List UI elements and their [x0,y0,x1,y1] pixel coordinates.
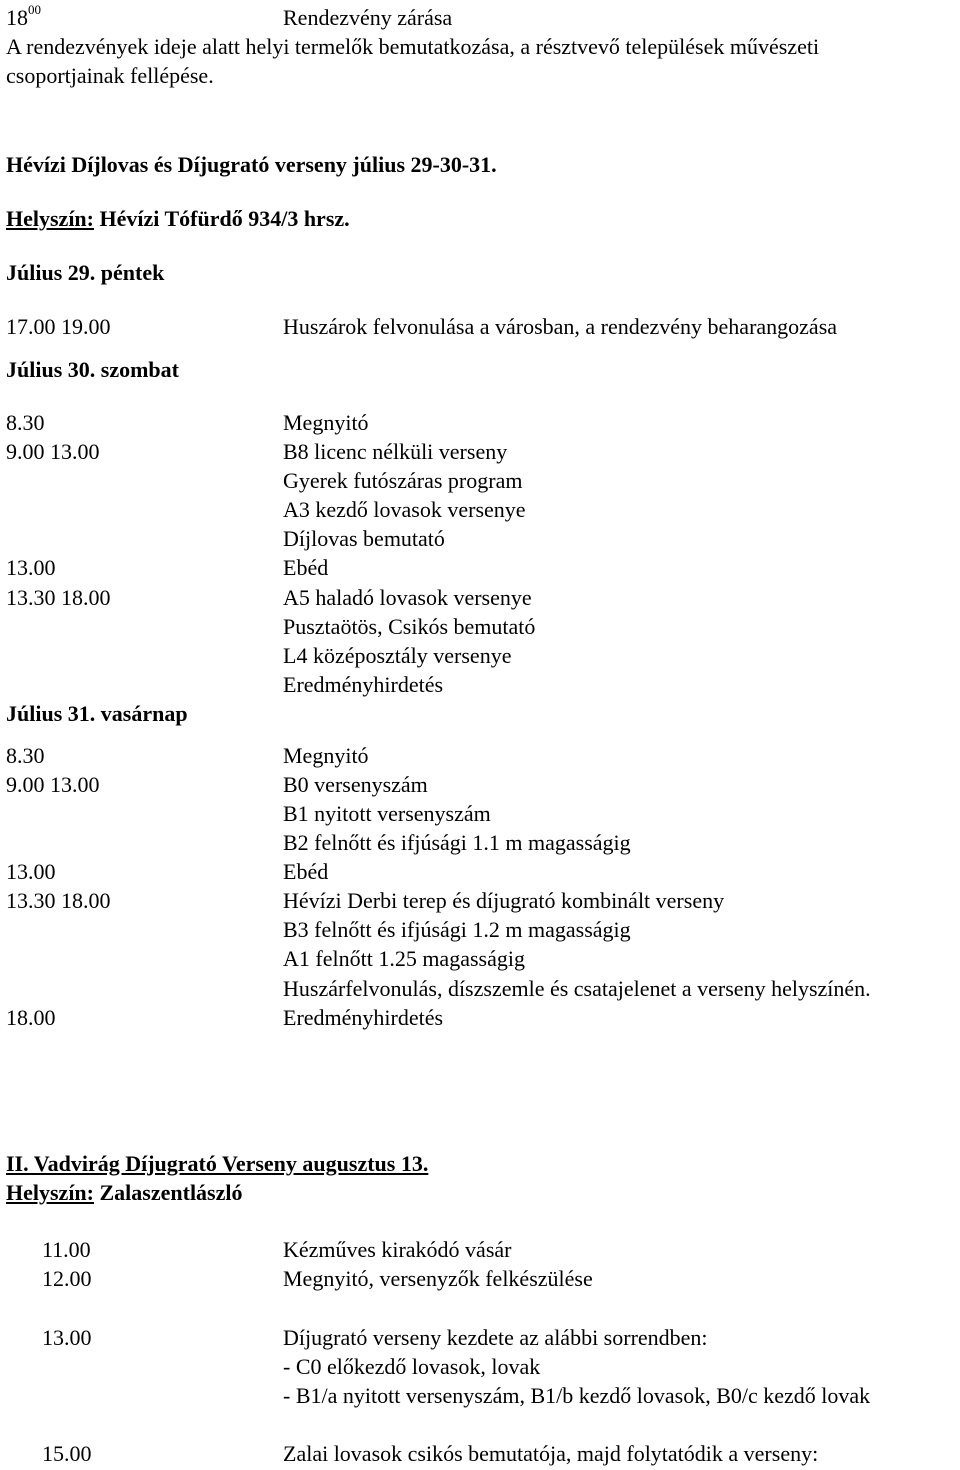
vadvirag-row-text: Díjugrató verseny kezdete az alábbi sorrendben: [283,1325,708,1350]
heviz-day3-heading: Július 31. vasárnap [6,701,188,726]
heviz-day2-row-text: Díjlovas bemutató [283,526,445,551]
closing-label: Rendezvény zárása [283,5,453,30]
heviz-day2-row-time: 9.00 13.00 [6,439,100,464]
heviz-location-label: Helyszín: [6,206,94,231]
vadvirag-row-time: 13.00 [42,1325,92,1350]
heviz-day1-heading: Július 29. péntek [6,260,165,285]
heviz-day3-row-text: Ebéd [283,859,329,884]
heviz-day1-row-text: Huszárok felvonulása a városban, a rendezvény beharangozása [283,314,838,339]
heviz-day3-row-time: 18.00 [6,1005,56,1030]
heviz-day3-row-text: B2 felnőtt és ifjúsági 1.1 m magasságig [283,830,631,855]
heviz-day3-row-time: 13.00 [6,859,56,884]
heviz-day2-row-time: 8.30 [6,410,45,435]
heviz-day3-row-text: Huszárfelvonulás, díszszemle és csatajelenet a verseny helyszínén. [283,976,871,1001]
heviz-day2-row-text: Megnyitó [283,410,369,435]
heviz-title: Hévízi Díjlovas és Díjugrató verseny július 29-30-31. [6,152,497,177]
heviz-day3-row-text: B3 felnőtt és ifjúsági 1.2 m magasságig [283,917,631,942]
heviz-day3-row-text: B0 versenyszám [283,772,428,797]
heviz-day3-row-text: Megnyitó [283,743,369,768]
heviz-day2-row-time: 13.30 18.00 [6,585,111,610]
heviz-day3-row-time: 13.30 18.00 [6,888,111,913]
heviz-day2-row-time: 13.00 [6,555,56,580]
vadvirag-row-text: Zalai lovasok csikós bemutatója, majd folytatódik a verseny: [283,1441,819,1466]
heviz-day3-row-text: Eredményhirdetés [283,1005,444,1030]
vadvirag-location [6,1180,243,1206]
vadvirag-row-text: Kézműves kirakódó vásár [283,1237,512,1262]
vadvirag-row-text: - C0 előkezdő lovasok, lovak [283,1354,541,1379]
vadvirag-title: II. Vadvirág Díjugrató Verseny augusztus 13. [6,1151,429,1176]
heviz-day3-row-text: B1 nyitott versenyszám [283,801,491,826]
heviz-day2-row-text: Pusztaötös, Csikós bemutató [283,614,536,639]
vadvirag-location-value: Zalaszentlászló [94,1180,243,1205]
heviz-day3-row-text: A1 felnőtt 1.25 magasságig [283,946,525,971]
closing-time-minutes: 00 [28,2,41,17]
vadvirag-location-label: Helyszín: [6,1180,94,1205]
closing-time-hour: 18 [6,5,28,30]
heviz-day3-row-text: Hévízi Derbi terep és díjugrató kombinált verseny [283,888,725,913]
vadvirag-row-time: 15.00 [42,1441,92,1466]
vadvirag-row-text: Megnyitó, versenyzők felkészülése [283,1266,593,1291]
heviz-day1-row-time: 17.00 19.00 [6,314,111,339]
heviz-day2-row-text: A3 kezdő lovasok versenye [283,497,526,522]
closing-description-line2: csoportjainak fellépése. [6,63,214,88]
heviz-day2-row-text: L4 középosztály versenye [283,643,512,668]
closing-time [6,2,41,31]
heviz-location-value: Hévízi Tófürdő 934/3 hrsz. [94,206,350,231]
heviz-day2-row-text: B8 licenc nélküli verseny [283,439,508,464]
heviz-day3-row-time: 8.30 [6,743,45,768]
heviz-day2-row-text: A5 haladó lovasok versenye [283,585,532,610]
vadvirag-row-time: 12.00 [42,1266,92,1291]
heviz-location [6,206,350,232]
heviz-day2-heading: Július 30. szombat [6,357,179,382]
closing-description-line1: A rendezvények ideje alatt helyi termelők bemutatkozása, a résztvevő települések művészeti [6,34,820,59]
vadvirag-row-text: - B1/a nyitott versenyszám, B1/b kezdő lovasok, B0/c kezdő lovak [283,1383,871,1408]
heviz-day2-row-text: Eredményhirdetés [283,672,444,697]
heviz-day3-row-time: 9.00 13.00 [6,772,100,797]
heviz-day2-row-text: Ebéd [283,555,329,580]
heviz-day2-row-text: Gyerek futószáras program [283,468,523,493]
vadvirag-row-time: 11.00 [42,1237,91,1262]
